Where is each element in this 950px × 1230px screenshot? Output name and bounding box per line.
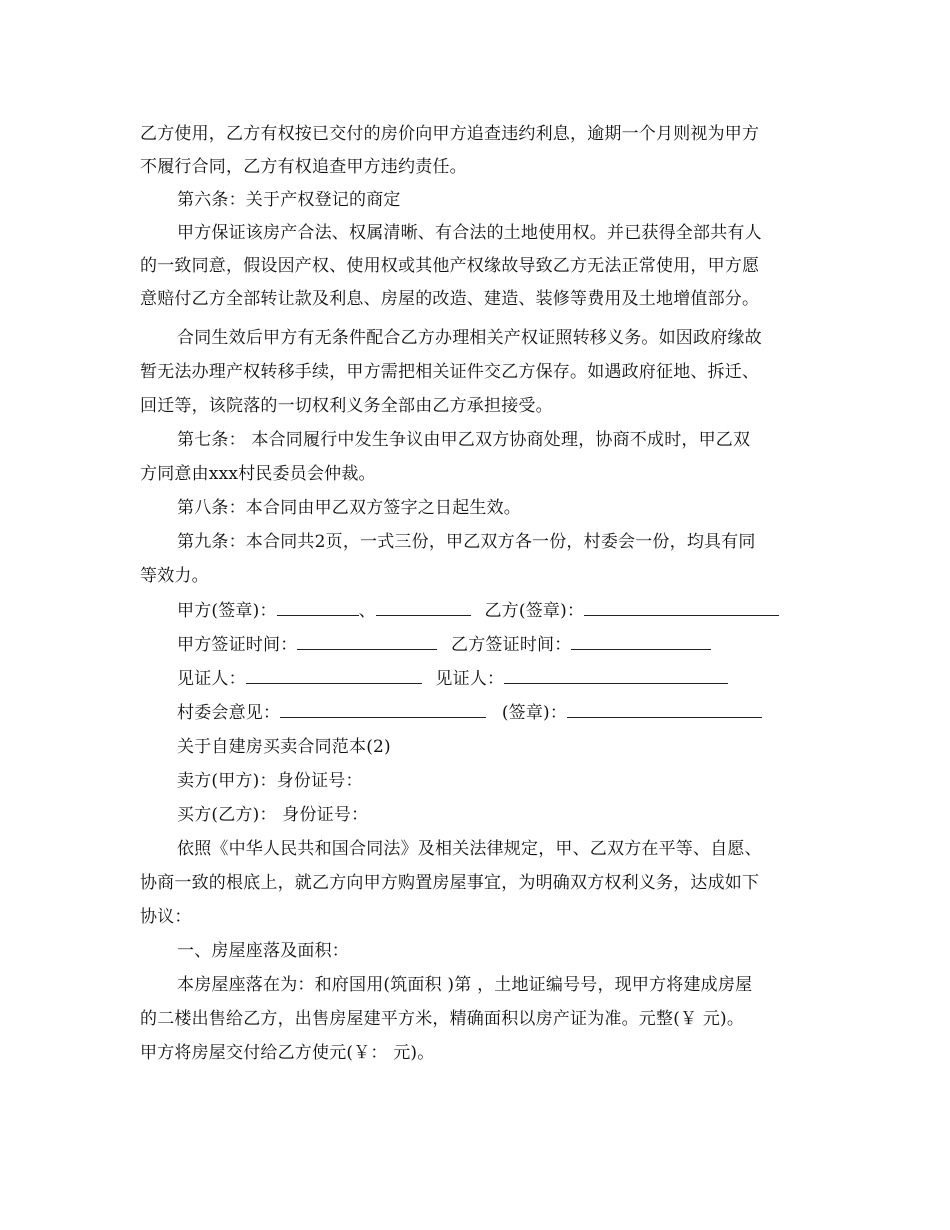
party-a-sign-blank-2 xyxy=(376,601,471,616)
committee-blank xyxy=(280,703,486,718)
text-line: 甲方将房屋交付给乙方使元(￥： 元)。 xyxy=(140,1043,435,1063)
text-line: 不履行合同，乙方有权追查甲方违约责任。 xyxy=(140,157,467,177)
text-line: 意赔付乙方全部转让款及利息、房屋的改造、建造、装修等费用及土地增值部分。 xyxy=(140,289,760,309)
text-line: 合同生效后甲方有无条件配合乙方办理相关产权证照转移义务。如因政府缘故 xyxy=(177,328,762,348)
text-line: 等效力。 xyxy=(140,566,209,586)
section-heading: 第六条：关于产权登记的商定 xyxy=(177,190,401,210)
witness-2-label: 见证人： xyxy=(435,669,505,689)
party-a-sign-label: 甲方(签章)： xyxy=(177,601,277,621)
section-heading: 第九条：本合同共2页，一式三份，甲乙双方各一份，村委会一份，均具有同 xyxy=(177,532,756,552)
witness-1-label: 见证人： xyxy=(177,669,246,689)
signature-row-committee xyxy=(177,703,762,723)
signature-row-time xyxy=(177,635,711,655)
signature-row-parties xyxy=(177,601,779,621)
party-b-sign-blank xyxy=(584,601,779,616)
text-line: 依照《中华人民共和国合同法》及相关法律规定，甲、乙双方在平等、自愿、 xyxy=(177,839,762,859)
document-subtitle: 关于自建房买卖合同范本(2) xyxy=(177,737,391,757)
section-heading: 第七条： 本合同履行中发生争议由甲乙双方协商处理，协商不成时，甲乙双 xyxy=(177,430,751,450)
party-b-sign-label: 乙方(签章)： xyxy=(484,601,585,621)
text-line: 协商一致的根底上，就乙方向甲方购置房屋事宜，为明确双方权利义务，达成如下 xyxy=(140,873,760,893)
text-line: 甲方保证该房产合法、权属清晰、有合法的土地使用权。并已获得全部共有人 xyxy=(177,223,762,243)
party-a-sign-blank-1 xyxy=(277,601,359,616)
section-heading: 第八条：本合同由甲乙双方签字之日起生效。 xyxy=(177,498,521,518)
party-b-time-label: 乙方签证时间： xyxy=(451,635,572,655)
section-heading: 一、房屋座落及面积： xyxy=(177,941,349,961)
text-line: 乙方使用，乙方有权按已交付的房价向甲方追查违约利息，逾期一个月则视为甲方 xyxy=(140,124,760,144)
buyer-line: 买方(乙方)： 身份证号： xyxy=(177,805,369,825)
party-a-time-blank xyxy=(297,635,437,650)
seal-blank xyxy=(567,703,762,718)
witness-1-blank xyxy=(246,669,422,684)
witness-2-blank xyxy=(504,669,728,684)
text-line: 回迁等，该院落的一切权利义务全部由乙方承担接受。 xyxy=(140,396,553,416)
separator: 、 xyxy=(358,601,376,621)
text-line: 协议： xyxy=(140,907,192,927)
seal-label: (签章)： xyxy=(501,703,568,723)
party-a-time-label: 甲方签证时间： xyxy=(177,635,298,655)
text-line: 的二楼出售给乙方，出售房屋建平方米，精确面积以房产证为准。元整(￥ 元)。 xyxy=(140,1009,745,1029)
text-line: 本房屋座落在为：和府国用(筑面积 )第 ，土地证编号号，现甲方将建成房屋 xyxy=(177,975,753,995)
committee-label: 村委会意见： xyxy=(177,703,281,723)
signature-row-witness xyxy=(177,669,728,689)
party-b-time-blank xyxy=(571,635,711,650)
text-line: 方同意由xxx村民委员会仲裁。 xyxy=(140,464,376,484)
seller-line: 卖方(甲方)：身份证号： xyxy=(177,771,363,791)
text-line: 暂无法办理产权转移手续，甲方需把相关证件交乙方保存。如遇政府征地、拆迁、 xyxy=(140,362,760,382)
text-line: 的一致同意，假设因产权、使用权或其他产权缘故导致乙方无法正常使用，甲方愿 xyxy=(140,256,760,276)
